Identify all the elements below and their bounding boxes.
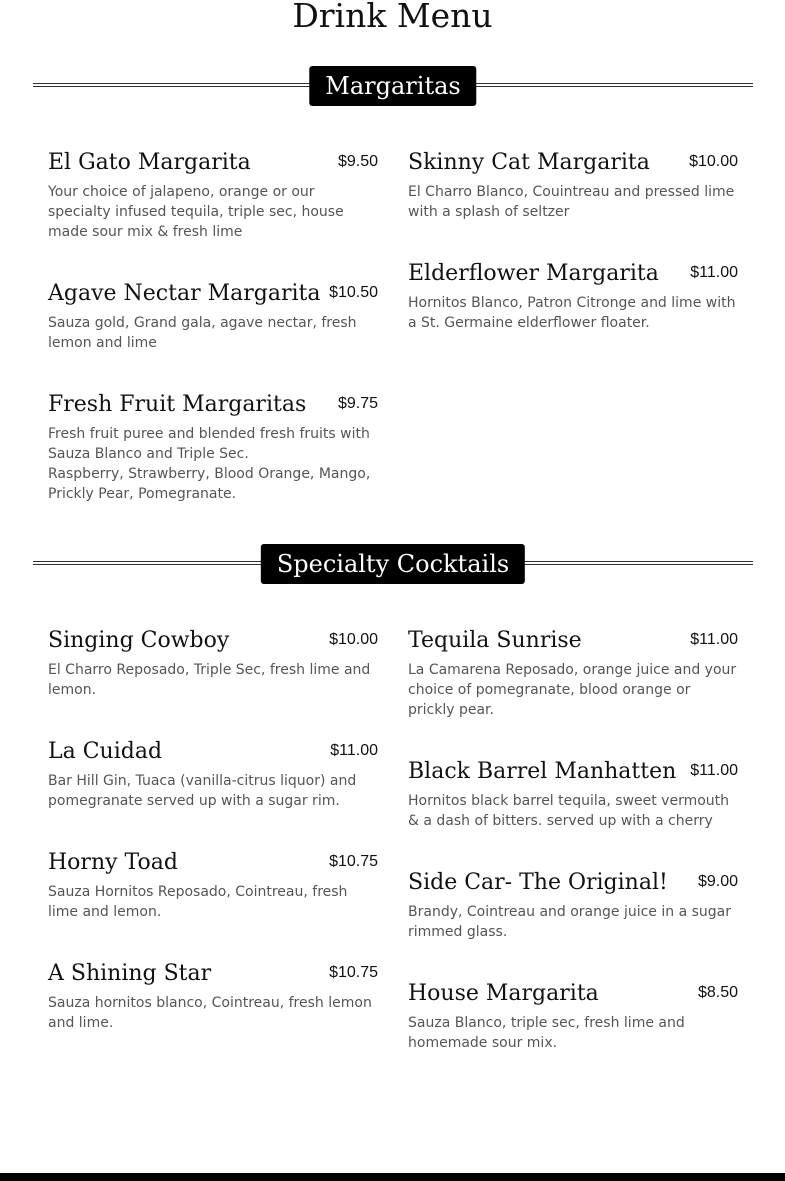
item-description-line: Sauza hornitos blanco, Cointreau, fresh lemon and lime. [48,995,372,1031]
item-name: Skinny Cat Margarita [408,150,650,175]
item-description [408,182,738,222]
item-description [48,993,378,1033]
item-name: Side Car- The Original! [408,870,668,895]
item-description-line: Hornitos black barrel tequila, sweet vermouth & a dash of bitters. served up with a cherry [408,793,730,829]
item-price: $9.75 [337,395,378,412]
item-description [48,182,378,242]
menu-item [408,979,738,1053]
item-description [408,1013,738,1053]
item-price: $11.00 [690,762,738,779]
menu-item [408,757,738,831]
item-description [408,660,738,720]
item-name: El Gato Margarita [48,150,251,175]
item-description [48,771,378,811]
item-name: Horny Toad [48,850,178,875]
item-name: Singing Cowboy [48,628,230,653]
item-description [408,293,738,333]
item-description [408,902,738,942]
menu-item [48,737,378,811]
item-price: $11.00 [330,742,378,759]
menu-item [48,148,378,242]
item-description [48,313,378,353]
item-description-line: Raspberry, Strawberry, Blood Orange, Mango, Prickly Pear, Pomegranate. [48,466,371,502]
footer-bar [0,1173,785,1181]
item-price: $11.00 [690,631,738,648]
item-description-line: El Charro Reposado, Triple Sec, fresh lime and lemon. [48,662,371,698]
item-price: $10.75 [329,964,378,981]
item-description-line: La Camarena Reposado, orange juice and your choice of pomegranate, blood orange or prickly pear. [408,662,737,718]
item-description-line: Sauza Hornitos Reposado, Cointreau, fresh lime and lemon. [48,884,348,920]
section-title: Margaritas [309,66,476,106]
item-price: $11.00 [690,264,738,281]
item-name: Fresh Fruit Margaritas [48,392,307,417]
item-description-line: Bar Hill Gin, Tuaca (vanilla-citrus liquor) and pomegranate served up with a sugar rim. [48,773,357,809]
menu-item [48,959,378,1033]
menu-item [408,259,738,333]
item-description [48,882,378,922]
item-name: Tequila Sunrise [408,628,582,653]
item-description-line: Sauza gold, Grand gala, agave nectar, fresh lemon and lime [48,315,357,351]
item-description-line: El Charro Blanco, Couintreau and pressed lime with a splash of seltzer [408,184,735,220]
menu-item [408,626,738,720]
item-description [48,660,378,700]
section-title: Specialty Cocktails [261,544,525,584]
section-header-specialty-cocktails [33,544,753,584]
item-description-line: Fresh fruit puree and blended fresh fruits with Sauza Blanco and Triple Sec. [48,426,370,462]
item-name: Agave Nectar Margarita [48,281,321,306]
menu-item [48,848,378,922]
item-price: $9.50 [337,153,378,170]
item-description [408,791,738,831]
item-name: La Cuidad [48,739,163,764]
menu-item [48,626,378,700]
item-description-line: Hornitos Blanco, Patron Citronge and lime with a St. Germaine elderflower floater. [408,295,736,331]
menu-item [48,390,378,504]
menu-item [48,279,378,353]
item-price: $9.00 [697,873,738,890]
section-header-margaritas [33,66,753,106]
item-description-line: Brandy, Cointreau and orange juice in a sugar rimmed glass. [408,904,731,940]
item-name: House Margarita [408,981,599,1006]
item-price: $10.00 [329,631,378,648]
menu-item [408,148,738,222]
item-name: A Shining Star [48,961,212,986]
item-name: Black Barrel Manhatten [408,759,677,784]
item-description-line: Your choice of jalapeno, orange or our specialty infused tequila, triple sec, house made sour mix & fresh lime [48,184,344,240]
item-price: $10.75 [329,853,378,870]
item-name: Elderflower Margarita [408,261,659,286]
menu-item [408,868,738,942]
item-description [48,424,378,504]
item-price: $10.50 [329,284,378,301]
page-title: Drink Menu [292,0,493,35]
item-description-line: Sauza Blanco, triple sec, fresh lime and homemade sour mix. [408,1015,685,1051]
item-price: $8.50 [697,984,738,1001]
item-price: $10.00 [689,153,738,170]
